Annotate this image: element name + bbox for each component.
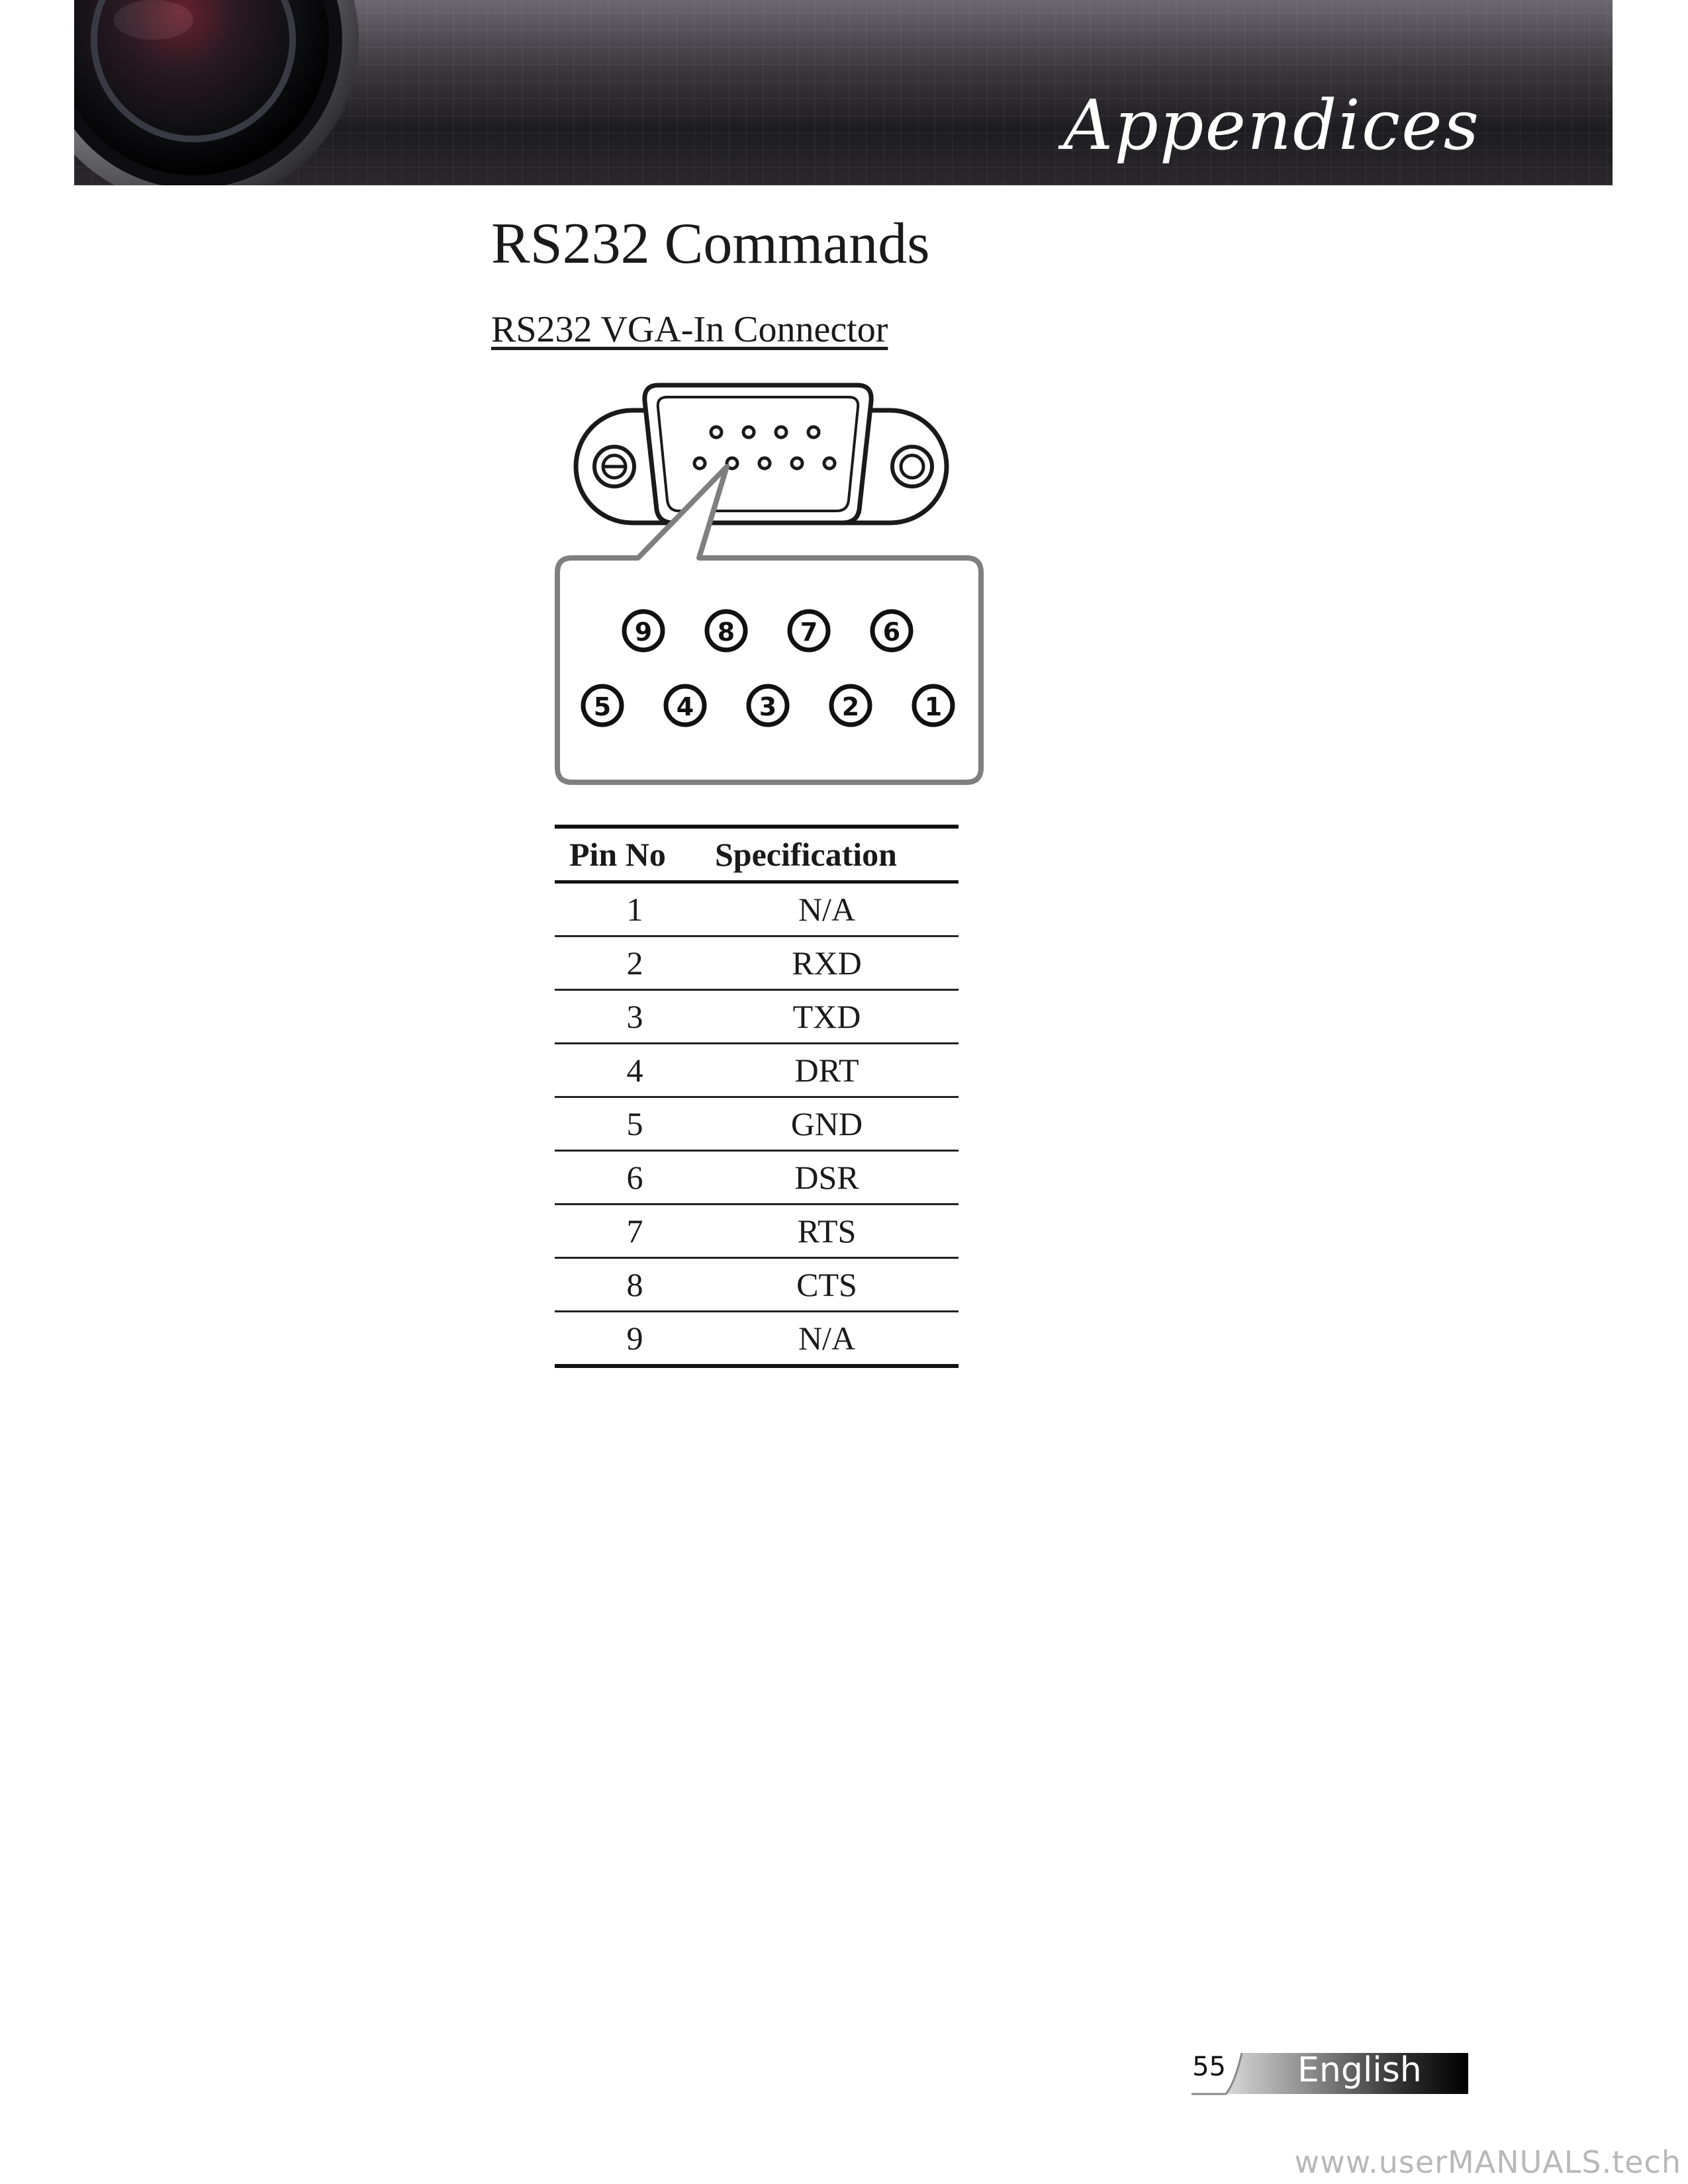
pin-badge-5: [583, 686, 622, 725]
table-row: [555, 1097, 959, 1151]
pin-label: 8: [717, 617, 735, 647]
pin-hole: [694, 458, 705, 469]
pin-label: 1: [924, 692, 943, 721]
header-banner: [74, 0, 1613, 185]
pin-spec: TXD: [715, 990, 959, 1044]
pin-spec: GND: [715, 1097, 959, 1151]
pin-badge-8: [707, 612, 745, 650]
dsub-inner: [658, 397, 858, 511]
section-title: Appendices: [1063, 85, 1480, 165]
pin-hole: [824, 458, 835, 469]
table-row: [555, 1205, 959, 1258]
pin-badge-1: [914, 686, 953, 725]
right-screw-icon: [892, 447, 932, 486]
vga-connector-diagram: [543, 371, 1006, 794]
pin-number: 8: [555, 1258, 715, 1312]
page-number: 55: [1192, 2052, 1226, 2082]
left-screw-icon: [594, 447, 634, 486]
pin-number: 6: [555, 1151, 715, 1205]
pin-label: 5: [593, 692, 612, 721]
pin-label: 6: [882, 617, 901, 647]
table-row: [555, 882, 959, 936]
language-label: English: [1297, 2050, 1422, 2090]
pin-hole: [743, 427, 754, 437]
pin-label: 4: [676, 692, 694, 721]
table-row: [555, 1151, 959, 1205]
projector-lens-image: [74, 0, 418, 185]
pin-badge-9: [624, 612, 663, 650]
table-row: [555, 1258, 959, 1312]
pin-spec: DSR: [715, 1151, 959, 1205]
pin-number: 7: [555, 1205, 715, 1258]
pin-specification-table: [555, 825, 959, 1368]
pin-hole: [759, 458, 770, 469]
pin-spec: N/A: [715, 882, 959, 936]
table-row: [555, 1312, 959, 1367]
table-row: [555, 1044, 959, 1097]
column-header-spec: Specification: [715, 827, 959, 882]
pin-label: 9: [634, 617, 653, 647]
pin-badge-2: [831, 686, 870, 725]
pin-spec: CTS: [715, 1258, 959, 1312]
pin-number: 5: [555, 1097, 715, 1151]
pin-number: 1: [555, 882, 715, 936]
pin-number: 4: [555, 1044, 715, 1097]
pin-badge-4: [666, 686, 704, 725]
pin-label: 2: [841, 692, 860, 721]
pin-number: 3: [555, 990, 715, 1044]
pin-badge-3: [749, 686, 787, 725]
pin-spec: RTS: [715, 1205, 959, 1258]
pin-badge-6: [872, 612, 911, 650]
pin-hole: [808, 427, 819, 437]
page-title: RS232 Commands: [491, 212, 930, 276]
pin-number: 2: [555, 936, 715, 990]
pin-hole: [792, 458, 802, 469]
column-header-pin: Pin No: [555, 827, 715, 882]
pin-spec: DRT: [715, 1044, 959, 1097]
pin-hole: [711, 427, 722, 437]
watermark-text: www.userMANUALS.tech: [1294, 2144, 1681, 2180]
pin-spec: RXD: [715, 936, 959, 990]
pin-badge-7: [790, 612, 828, 650]
table-header-row: [555, 827, 959, 882]
pin-hole: [776, 427, 786, 437]
table-row: [555, 936, 959, 990]
pin-label: 3: [759, 692, 777, 721]
connector-subheading: RS232 VGA-In Connector: [491, 309, 888, 350]
table-row: [555, 990, 959, 1044]
pin-spec: N/A: [715, 1312, 959, 1367]
pin-number: 9: [555, 1312, 715, 1367]
pin-label: 7: [800, 617, 818, 647]
